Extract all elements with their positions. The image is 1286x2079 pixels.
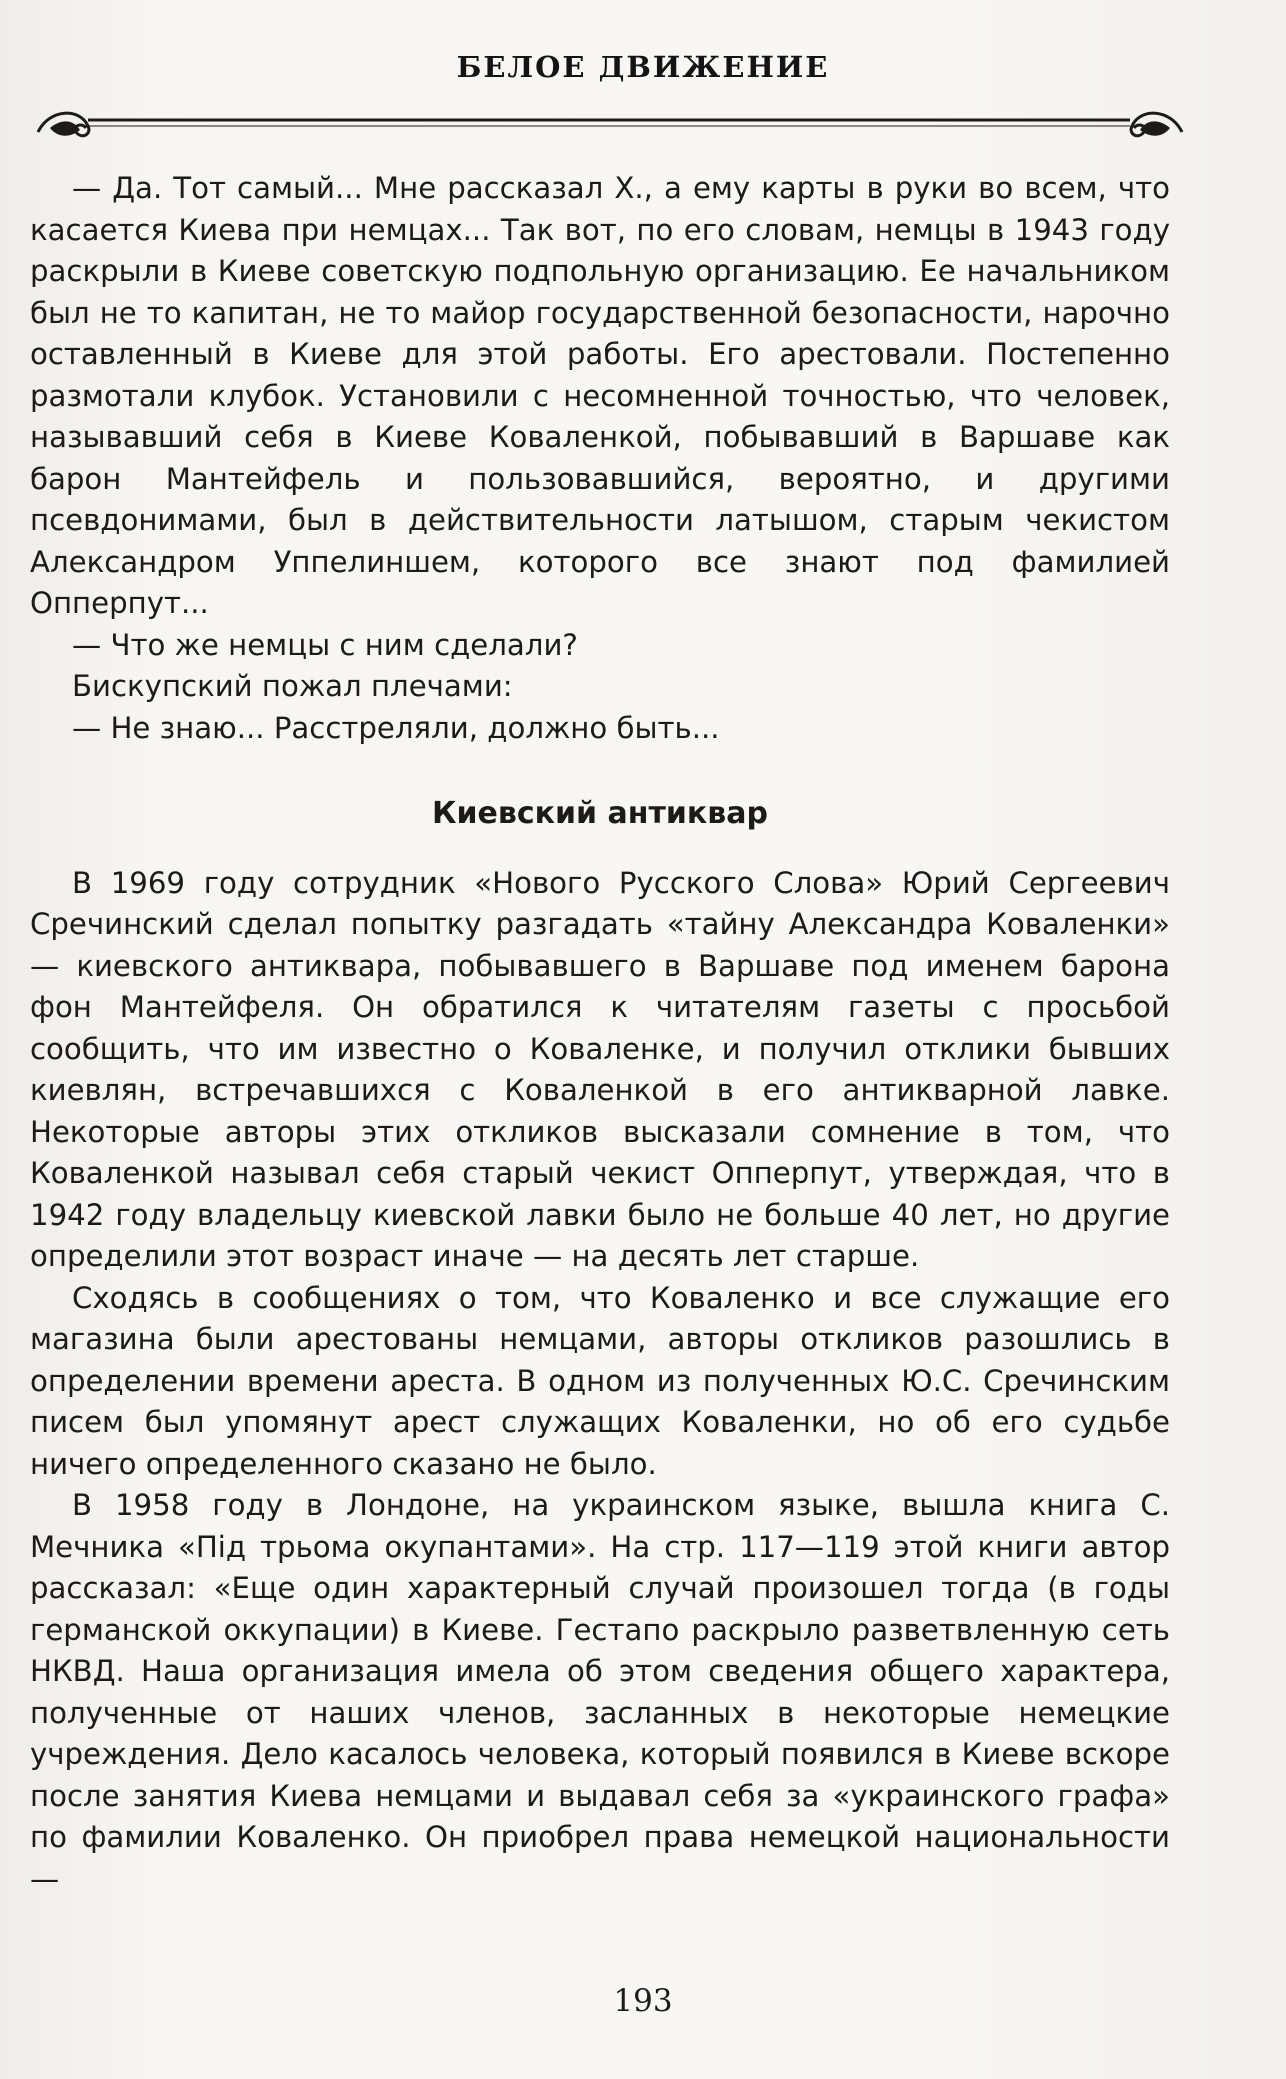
narration-line: Бискупский пожал плечами:	[72, 669, 513, 703]
section-heading: Киевский антиквар	[432, 796, 768, 831]
section-paragraph-2: Сходясь в сообщениях о том, что Коваленко и все служащие его магазина были арестованы немцами, авторы откликов разошлись в определении времени ареста. В одном из полученных Ю.С. Сречинским писем был упомянут арест служащих Коваленки, но об его судьбе ничего определенного сказано не было.	[30, 1280, 1170, 1481]
dialogue-question: — Что же немцы с ним сделали?	[72, 627, 578, 662]
running-head: БЕЛОЕ ДВИЖЕНИЕ	[456, 50, 830, 84]
body-text	[30, 168, 1170, 1900]
page-number: 193	[613, 1983, 673, 2019]
header-ornament-rule	[30, 98, 1190, 148]
dialogue-paragraph: — Да. Тот самый... Мне рассказал Х., а ему карты в руки во всем, что касается Киева при немцах... Так вот, по его словам, немцы в 1943 году раскрыли в Киеве советскую подпольную организацию. Ее начальником был не то капитан, не то майор государственной безопасности, нарочно оставленный в Киеве для этой работы. Его арестовали. Постепенно размотали клубок. Установили с несомненной точностью, что человек, называвший себя в Киеве Коваленкой, побывавший в Варшаве как барон Мантейфель и пользовавшийся, вероятно, и другими псевдонимами, был в действительности латышом, старым чекистом Александром Уппелиншем, которого все знают под фамилией Опперпут...	[30, 171, 1170, 620]
section-paragraph-3: В 1958 году в Лондоне, на украинском языке, вышла книга С. Мечника «Під трьома окупантами». На стр. 117—119 этой книги автор рассказал: «Еще один характерный случай произошел тогда (в годы германской оккупации) в Киеве. Гестапо раскрыло разветвленную сеть НКВД. Наша организация имела об этом сведения общего характера, полученные от наших членов, засланных в некоторые немецкие учреждения. Дело касалось человека, который появился в Киеве вскоре после занятия Киева немцами и выдавал себя за «украинского графа» по фамилии Коваленко. Он приобрел права немецкой национальности —	[30, 1488, 1170, 1896]
dialogue-answer: — Не знаю... Расстреляли, должно быть...	[72, 710, 720, 745]
section-paragraph-1: В 1969 году сотрудник «Нового Русского Слова» Юрий Сергеевич Сречинский сделал попытку разгадать «тайну Александра Коваленки» — киевского антиквара, побывавшего в Варшаве под именем барона фон Мантейфеля. Он обратился к читателям газеты с просьбой сообщить, что им известно о Коваленке, и получил отклики бывших киевлян, встречавшихся с Коваленкой в его антикварной лавке. Некоторые авторы этих откликов высказали сомнение в том, что Коваленкой называл себя старый чекист Опперпут, утверждая, что в 1942 году владельцу киевской лавки было не больше 40 лет, но другие определили этот возраст иначе — на десять лет старше.	[30, 865, 1170, 1273]
